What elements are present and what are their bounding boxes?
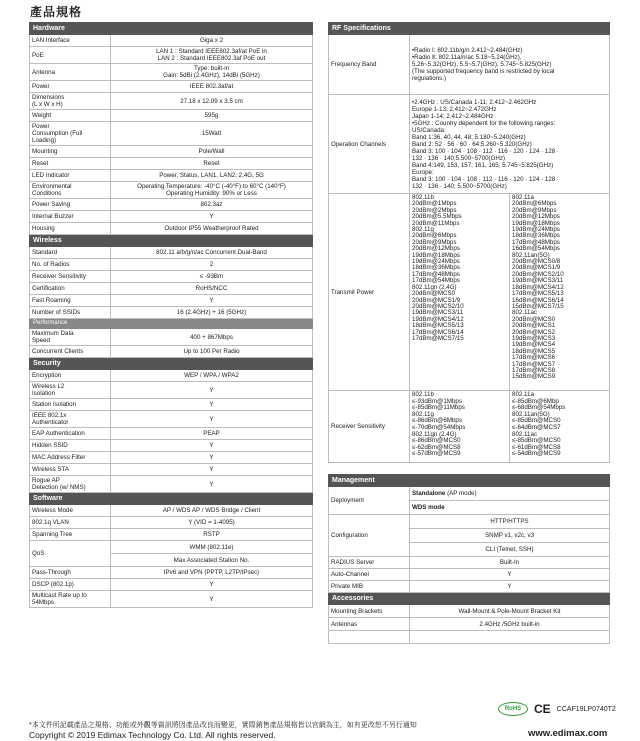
footer-copyright: Copyright © 2019 Edimax Technology Co. Ltd. All rights reserved. — [29, 730, 276, 740]
left-spec-table — [29, 22, 313, 608]
standalone-note: (AP mode) — [447, 490, 477, 497]
spec-label: Fast Roaming — [30, 295, 111, 307]
spec-row — [30, 247, 313, 259]
spec-row — [30, 81, 313, 93]
spec-row — [30, 170, 313, 182]
configuration-http: HTTP/HTTPS — [410, 515, 610, 529]
spec-row — [30, 146, 313, 158]
spec-value: RoHS/NCC — [111, 283, 313, 295]
spec-value: WEP / WPA / WPA2 — [111, 370, 313, 382]
empty-cell — [410, 631, 610, 644]
standalone-mode: Standalone — [412, 490, 446, 497]
antennas-value: 2.4GHz /5GHz built-in — [410, 618, 610, 631]
radius-server-label: RADIUS Server — [329, 557, 410, 569]
spec-label: Power Consumption (Full Loading) — [30, 122, 111, 146]
section-header-rf: RF Specifications — [329, 23, 610, 35]
frequency-band-label: Frequency Band — [329, 35, 410, 95]
spec-row — [30, 370, 313, 382]
spec-label: Hidden SSID — [30, 440, 111, 452]
spec-value: Y — [111, 382, 313, 399]
spec-row — [30, 211, 313, 223]
private-mib-value: Y — [410, 581, 610, 593]
footer-website-link[interactable]: www.edimax.com — [528, 728, 608, 739]
spec-value: 2 — [111, 259, 313, 271]
left-spec-column — [29, 22, 313, 608]
spec-label: Multicast Rate up to 54Mbps — [30, 591, 111, 608]
spec-row — [30, 399, 313, 411]
spec-value: Y (VID = 1-4095) — [111, 517, 313, 529]
spec-row — [30, 529, 313, 541]
spec-value: 802.3az — [111, 199, 313, 211]
configuration-snmp: SNMP v1, v2c, v3 — [410, 529, 610, 543]
spec-value: IEEE 802.3af/at — [111, 81, 313, 93]
spec-label: Station Isolation — [30, 399, 111, 411]
spec-value: Type: built-in Gain: 5dBi (2.4GHz), 14dBi (5GHz) — [111, 64, 313, 81]
spec-row — [30, 541, 313, 554]
spec-row — [30, 567, 313, 579]
spec-row — [30, 517, 313, 529]
spec-value: 802.11 a/b/g/n/ac Concurrent Dual-Band — [111, 247, 313, 259]
spec-label: Internal Buzzer — [30, 211, 111, 223]
antennas-label: Antennas — [329, 618, 410, 631]
spec-label: Standard — [30, 247, 111, 259]
transmit-power-col2: 802.11a 20dBm@6Mbps 20dBm@9Mbps 20dBm@12Mbps 19dBm@18Mbps 19dBm@24Mbps 18dBm@36Mbps 17dBm@48Mbps 16dBm@54Mbps 802.11an(5G) 20dBm@MCS0/8 20dBm@MCS1/9 20dBm@MCS2/10 19dBm@MCS3/11 18dBm@MCS4/12 17dBm@MCS5/13 16dBm@MCS6/14 15dBm@MCS7/15 802.11ac 20dBm@MCS0 20dBm@MCS1 20dBm@MCS2 19dBm@MCS3 19dBm@MCS4 18dBm@MCS5 17dBm@MCS6 17dBm@MCS7 17dBm@MCS8 15dBm@MCS9 — [510, 194, 610, 391]
operation-channels-label: Operation Channels — [329, 95, 410, 194]
spec-label: Concurrent Clients — [30, 346, 111, 358]
spec-label: Pass-Through — [30, 567, 111, 579]
spec-value: Reset — [111, 158, 313, 170]
spec-value: Y — [111, 464, 313, 476]
spec-row — [30, 223, 313, 235]
operation-channels-value: •2.4GHz : US/Canada 1-11; 2.412~2.462GHz Europe 1-13; 2.412~2.472GHz Japan 1-14; 2.412~2.484GHz •5GHz : Country dependent for the following ranges: US/Canada: Band 1:36, 40, 44, 48; 5.180~5.240(GHz) Band 2: 52 · 56 · 60 · 64;5.260~5.320(GHz) Band 3: 100 · 104 · 108 · 112 · 116 · 120 · 124 · 128 · 132 · 136 · 140;5.500~5700(GHz) Band 4:149, 153, 157, 161, 165; 5.745~5.825(GHz) Europe: Band 3: 100 · 104 · 108 · 112 · 116 · 120 · 124 · 128 · 132 · 136 · 140; 5.500~5700(GHz) — [410, 95, 610, 194]
spec-row — [30, 476, 313, 493]
right-spec-column — [328, 22, 610, 644]
spec-value: LAN 1 : Standard IEEE802.3af/at PoE in LAN 2 : Standard IEEE802.3af PoE out — [111, 47, 313, 64]
spec-row — [30, 93, 313, 110]
spec-label: Rogue AP Detection (w/ NMS) — [30, 476, 111, 493]
spec-label: Spanning Tree — [30, 529, 111, 541]
footer-disclaimer: *本文件所記載產品之規格、功能或外觀等資訊將因產品改良而變更，實際銷售產品規格皆以官網為主，如有更改恕不另行通知 — [29, 722, 417, 729]
configuration-label: Configuration — [329, 515, 410, 557]
spec-row — [30, 259, 313, 271]
spec-row — [30, 505, 313, 517]
spec-row — [30, 182, 313, 199]
spec-value: IPv6 and VPN (PPTP, L2TP/IPsec) — [111, 567, 313, 579]
spec-label: Dimensions (L x W x H) — [30, 93, 111, 110]
spec-label: Antenna — [30, 64, 111, 81]
spec-value: Y — [111, 591, 313, 608]
spec-row — [30, 271, 313, 283]
spec-row — [30, 329, 313, 346]
wds-mode: WDS mode — [410, 501, 610, 515]
spec-label: Wireless STA — [30, 464, 111, 476]
spec-row — [30, 452, 313, 464]
spec-value: Giga x 2 — [111, 35, 313, 47]
transmit-power-col1: 802.11b 20dBm@1Mbps 20dBm@2Mbps 20dBm@5.5Mbps 20dBm@11Mbps 802.11g 20dBm@6Mbps 20dBm@9Mbps 20dBm@12Mbps 19dBm@18Mbps 19dBm@24Mbps 18dBm@36Mbps 17dBm@48Mbps 17dBm@54Mbps 802.11gn (2.4G) 20dBm@MCS0 20dBm@MCS1/9 20dBm@MCS2/10 19dBm@MCS3/11 19dBm@MCS4/12 18dBm@MCS5/13 17dBm@MCS6/14 17dBm@MCS7/15 — [410, 194, 510, 391]
spec-label: Wireless L2 Isolation — [30, 382, 111, 399]
spec-label: Certification — [30, 283, 111, 295]
section-header-management: Management — [329, 475, 610, 487]
spec-label: LED Indicator — [30, 170, 111, 182]
private-mib-label: Private MIB — [329, 581, 410, 593]
configuration-cli: CLI (Telnet, SSH) — [410, 543, 610, 557]
spec-row — [30, 295, 313, 307]
auto-channel-value: Y — [410, 569, 610, 581]
spec-label: Weight — [30, 110, 111, 122]
spec-label: Maximum Data Speed — [30, 329, 111, 346]
spec-value: Y — [111, 295, 313, 307]
subsection-header-performance: Performance — [30, 319, 313, 329]
spec-value: Y — [111, 452, 313, 464]
spec-label: Wireless Mode — [30, 505, 111, 517]
spec-label: No. of Radios — [30, 259, 111, 271]
spacer — [329, 463, 610, 475]
spec-row — [30, 440, 313, 452]
deployment-label: Deployment — [329, 487, 410, 515]
spec-label: LAN Interface — [30, 35, 111, 47]
spec-label: Power Saving — [30, 199, 111, 211]
spec-value: 400 + 867Mbps — [111, 329, 313, 346]
spec-value: ≤ -93Bm — [111, 271, 313, 283]
spec-value: RSTP — [111, 529, 313, 541]
spec-value: Y — [111, 399, 313, 411]
spec-label: Reset — [30, 158, 111, 170]
spec-value: Operating Temperature: -40°C (-40°F) to 60°C (140°F) Operating Humidity: 90% or Less — [111, 182, 313, 199]
spec-value: Up to 100 Per Radio — [111, 346, 313, 358]
frequency-band-value: •Radio Ⅰ: 802.11b/g/n 2.412~2.484(GHz) •Radio Ⅱ: 802.11a/n/ac 5.18~5.24(GHz), 5.26~5.32(GHz), 5.5~5.7(GHz), 5.745~5.825(GHz) (The supported frequency band is restricted by local regulations.) — [410, 35, 610, 95]
spec-row — [30, 64, 313, 81]
spec-label: Power — [30, 81, 111, 93]
spec-value: 15Watt — [111, 122, 313, 146]
receiver-sensitivity-col2: 802.11a ≤-85dBm@6Mbp ≤-68dBm@54Mbps 802.11an(5G) ≤-85dBm@MCS0 ≤-64dBm@MCS7 802.11ac ≤-85dBm@MCS0 ≤-61dBm@MCS8 ≤-54dBm@MCS9 — [510, 391, 610, 463]
spec-row — [30, 158, 313, 170]
spec-row — [30, 382, 313, 399]
receiver-sensitivity-label: Receiver Sensitivity — [329, 391, 410, 463]
spec-value: Y — [111, 579, 313, 591]
spec-row — [30, 47, 313, 64]
spec-value: AP / WDS AP / WDS Bridge / Client — [111, 505, 313, 517]
page-title: 產品規格 — [30, 5, 83, 19]
rohs-logo: RoHS — [498, 702, 528, 716]
spec-row — [30, 428, 313, 440]
empty-cell — [329, 631, 410, 644]
spec-value: Pole/Wall — [111, 146, 313, 158]
spec-row — [30, 307, 313, 319]
transmit-power-label: Transmit Power — [329, 194, 410, 391]
spec-value: Y — [111, 476, 313, 493]
spec-label: Number of SSIDs — [30, 307, 111, 319]
qos-wmm: WMM (802.11e) — [111, 541, 313, 554]
spec-value: Y — [111, 211, 313, 223]
spec-label: DSCP (802.1p) — [30, 579, 111, 591]
certification-code: CCAF19LP0740T2 — [556, 705, 616, 713]
spec-label: MAC Address Filter — [30, 452, 111, 464]
radius-server-value: Built-In — [410, 557, 610, 569]
spec-row — [30, 283, 313, 295]
section-header-accessories: Accessories — [329, 593, 610, 605]
section-header-hardware: Hardware — [30, 23, 313, 35]
spec-label: Encryption — [30, 370, 111, 382]
spec-label: Housing — [30, 223, 111, 235]
spec-value: 27.18 x 12.09 x 3.5 cm — [111, 93, 313, 110]
receiver-sensitivity-col1: 802.11b ≤-93dBm@1Mbps ≤-85dBm@11Mbps 802.11g ≤-86dBm@6Mbps ≤-70dBm@54Mbps 802.11gn (2.4G) ≤-86dBm@MCS0 ≤-62dBm@MCS8 ≤-57dBm@MCS9 — [410, 391, 510, 463]
spec-row — [30, 122, 313, 146]
section-header-wireless: Wireless — [30, 235, 313, 247]
spec-value: 16 (2.4GHz) + 16 (5GHz) — [111, 307, 313, 319]
spec-label: Receiver Sensitivity — [30, 271, 111, 283]
spec-label: IEEE 802.1x Authenticator — [30, 411, 111, 428]
spec-row — [30, 110, 313, 122]
spec-label: EAP Authentication — [30, 428, 111, 440]
spec-label: PoE — [30, 47, 111, 64]
spec-value: Y — [111, 440, 313, 452]
certification-badges — [498, 702, 616, 716]
right-spec-table — [328, 22, 610, 644]
mounting-brackets-value: Wall-Mount & Pole-Mount Bracket Kit — [410, 605, 610, 618]
spec-label: Mounting — [30, 146, 111, 158]
spec-row — [30, 464, 313, 476]
spec-row — [30, 411, 313, 428]
spec-value: PEAP — [111, 428, 313, 440]
section-header-software: Software — [30, 493, 313, 505]
spec-row — [30, 199, 313, 211]
qos-label: QoS — [30, 541, 111, 567]
section-header-security: Security — [30, 358, 313, 370]
mounting-brackets-label: Mounting Brackets — [329, 605, 410, 618]
spec-value: Power, Status, LAN1, LAN2, 2.4G, 5G — [111, 170, 313, 182]
spec-value: Y — [111, 411, 313, 428]
spec-row — [30, 35, 313, 47]
qos-max-stations: Max Associated Station No. — [111, 554, 313, 567]
ce-mark: CE — [534, 702, 551, 716]
spec-label: Environmental Conditions — [30, 182, 111, 199]
spec-row — [30, 579, 313, 591]
auto-channel-label: Auto-Channel — [329, 569, 410, 581]
spec-label: 802.1q VLAN — [30, 517, 111, 529]
spec-row — [30, 591, 313, 608]
spec-row — [30, 346, 313, 358]
spec-value: 595g — [111, 110, 313, 122]
spec-value: Outdoor IP55 Weatherproof Rated — [111, 223, 313, 235]
